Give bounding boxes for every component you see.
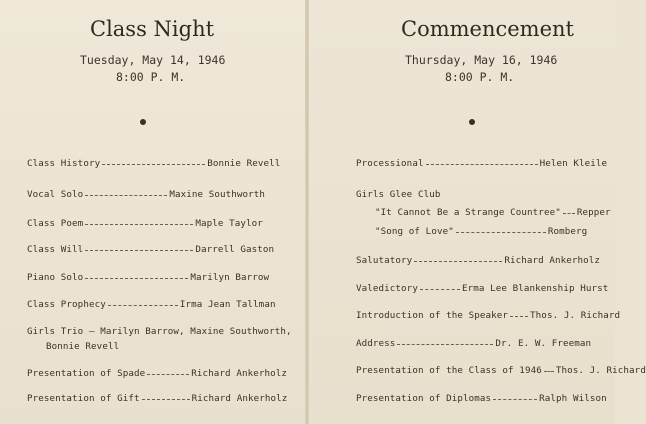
dash-leader: [85, 224, 193, 225]
item-name: Dr. E. W. Freeman: [495, 338, 592, 349]
program-item: [356, 393, 607, 404]
commencement-title: Commencement: [401, 17, 574, 41]
dash-leader: [414, 261, 502, 262]
item-label: Piano Solo: [27, 272, 84, 283]
dash-leader: [510, 316, 528, 317]
ornament-dot: [140, 119, 146, 125]
dash-leader: [142, 399, 190, 400]
item-name: Helen Kleile: [539, 158, 608, 169]
item-name: Thos. J. Richard: [530, 310, 621, 321]
commencement-time: 8:00 P. M.: [445, 70, 515, 84]
girls-trio-line: Girls Trio — Marilyn Barrow, Maxine Southworth,: [27, 326, 292, 337]
program-item: [27, 393, 287, 404]
dash-leader: [420, 289, 460, 290]
program-item: [27, 299, 276, 310]
item-label: Salutatory: [356, 255, 413, 266]
dash-leader: [456, 232, 546, 233]
dash-leader: [493, 399, 537, 400]
program-item: [27, 218, 263, 229]
item-name: Maxine Southworth: [169, 189, 266, 200]
song-title: "It Cannot Be a Strange Countree": [375, 207, 561, 218]
item-label: Address: [356, 338, 396, 349]
dash-leader: [85, 195, 167, 196]
item-name: Bonnie Revell: [207, 158, 281, 169]
program-item: [356, 283, 608, 294]
item-name: Thos. J. Richard: [555, 365, 646, 376]
item-label: Valedictory: [356, 283, 418, 294]
program-item: [356, 255, 600, 266]
item-name: Richard Ankerholz: [191, 368, 287, 379]
commencement-date: Thursday, May 16, 1946: [405, 53, 558, 67]
program-item: [27, 158, 280, 169]
item-label: Class Prophecy: [27, 299, 106, 310]
program-item: [27, 272, 269, 283]
item-name: Marilyn Barrow: [190, 272, 270, 283]
dash-leader: [102, 164, 205, 165]
dash-leader: [147, 374, 189, 375]
program-item: [356, 338, 591, 349]
dash-leader: [85, 278, 188, 279]
item-label: Presentation of Spade: [27, 368, 146, 379]
class-night-title: Class Night: [90, 17, 215, 41]
item-name: Richard Ankerholz: [504, 255, 601, 266]
item-name: Ralph Wilson: [539, 393, 607, 404]
girls-trio-line-cont: Bonnie Revell: [46, 341, 120, 352]
class-night-date: Tuesday, May 14, 1946: [80, 53, 226, 67]
item-name: Richard Ankerholz: [191, 393, 288, 404]
item-name: Erma Lee Blankenship Hurst: [461, 283, 609, 294]
item-label: Class Will: [27, 244, 84, 255]
item-label: Processional: [356, 158, 424, 169]
song-item: [375, 226, 587, 237]
program-item: [356, 310, 620, 321]
program-item: [27, 368, 287, 379]
item-label: Class Poem: [27, 218, 84, 229]
song-composer: Romberg: [547, 226, 588, 237]
program-item: [356, 158, 607, 169]
program-item: [27, 244, 274, 255]
song-item: [375, 207, 611, 218]
ornament-dot: [469, 119, 475, 125]
song-composer: Repper: [576, 207, 611, 218]
item-name: Maple Taylor: [195, 218, 263, 229]
program-item: [356, 365, 646, 376]
item-label: Vocal Solo: [27, 189, 84, 200]
glee-club-heading: Girls Glee Club: [356, 189, 441, 200]
dash-leader: [397, 344, 493, 345]
dash-leader: [85, 250, 193, 251]
page-fold: [305, 0, 309, 424]
item-label: Presentation of Gift: [27, 393, 140, 404]
dash-leader: [544, 371, 554, 372]
dash-leader: [108, 305, 178, 306]
song-title: "Song of Love": [375, 226, 454, 237]
item-label: Presentation of the Class of 1946: [356, 365, 542, 376]
item-name: Irma Jean Tallman: [179, 299, 276, 310]
program-item: [27, 189, 265, 200]
item-label: Presentation of Diplomas: [356, 393, 492, 404]
item-label: Class History: [27, 158, 101, 169]
dash-leader: [563, 213, 575, 214]
item-name: Darrell Gaston: [195, 244, 275, 255]
class-night-time: 8:00 P. M.: [116, 70, 186, 84]
dash-leader: [426, 164, 538, 165]
item-label: Introduction of the Speaker: [356, 310, 509, 321]
